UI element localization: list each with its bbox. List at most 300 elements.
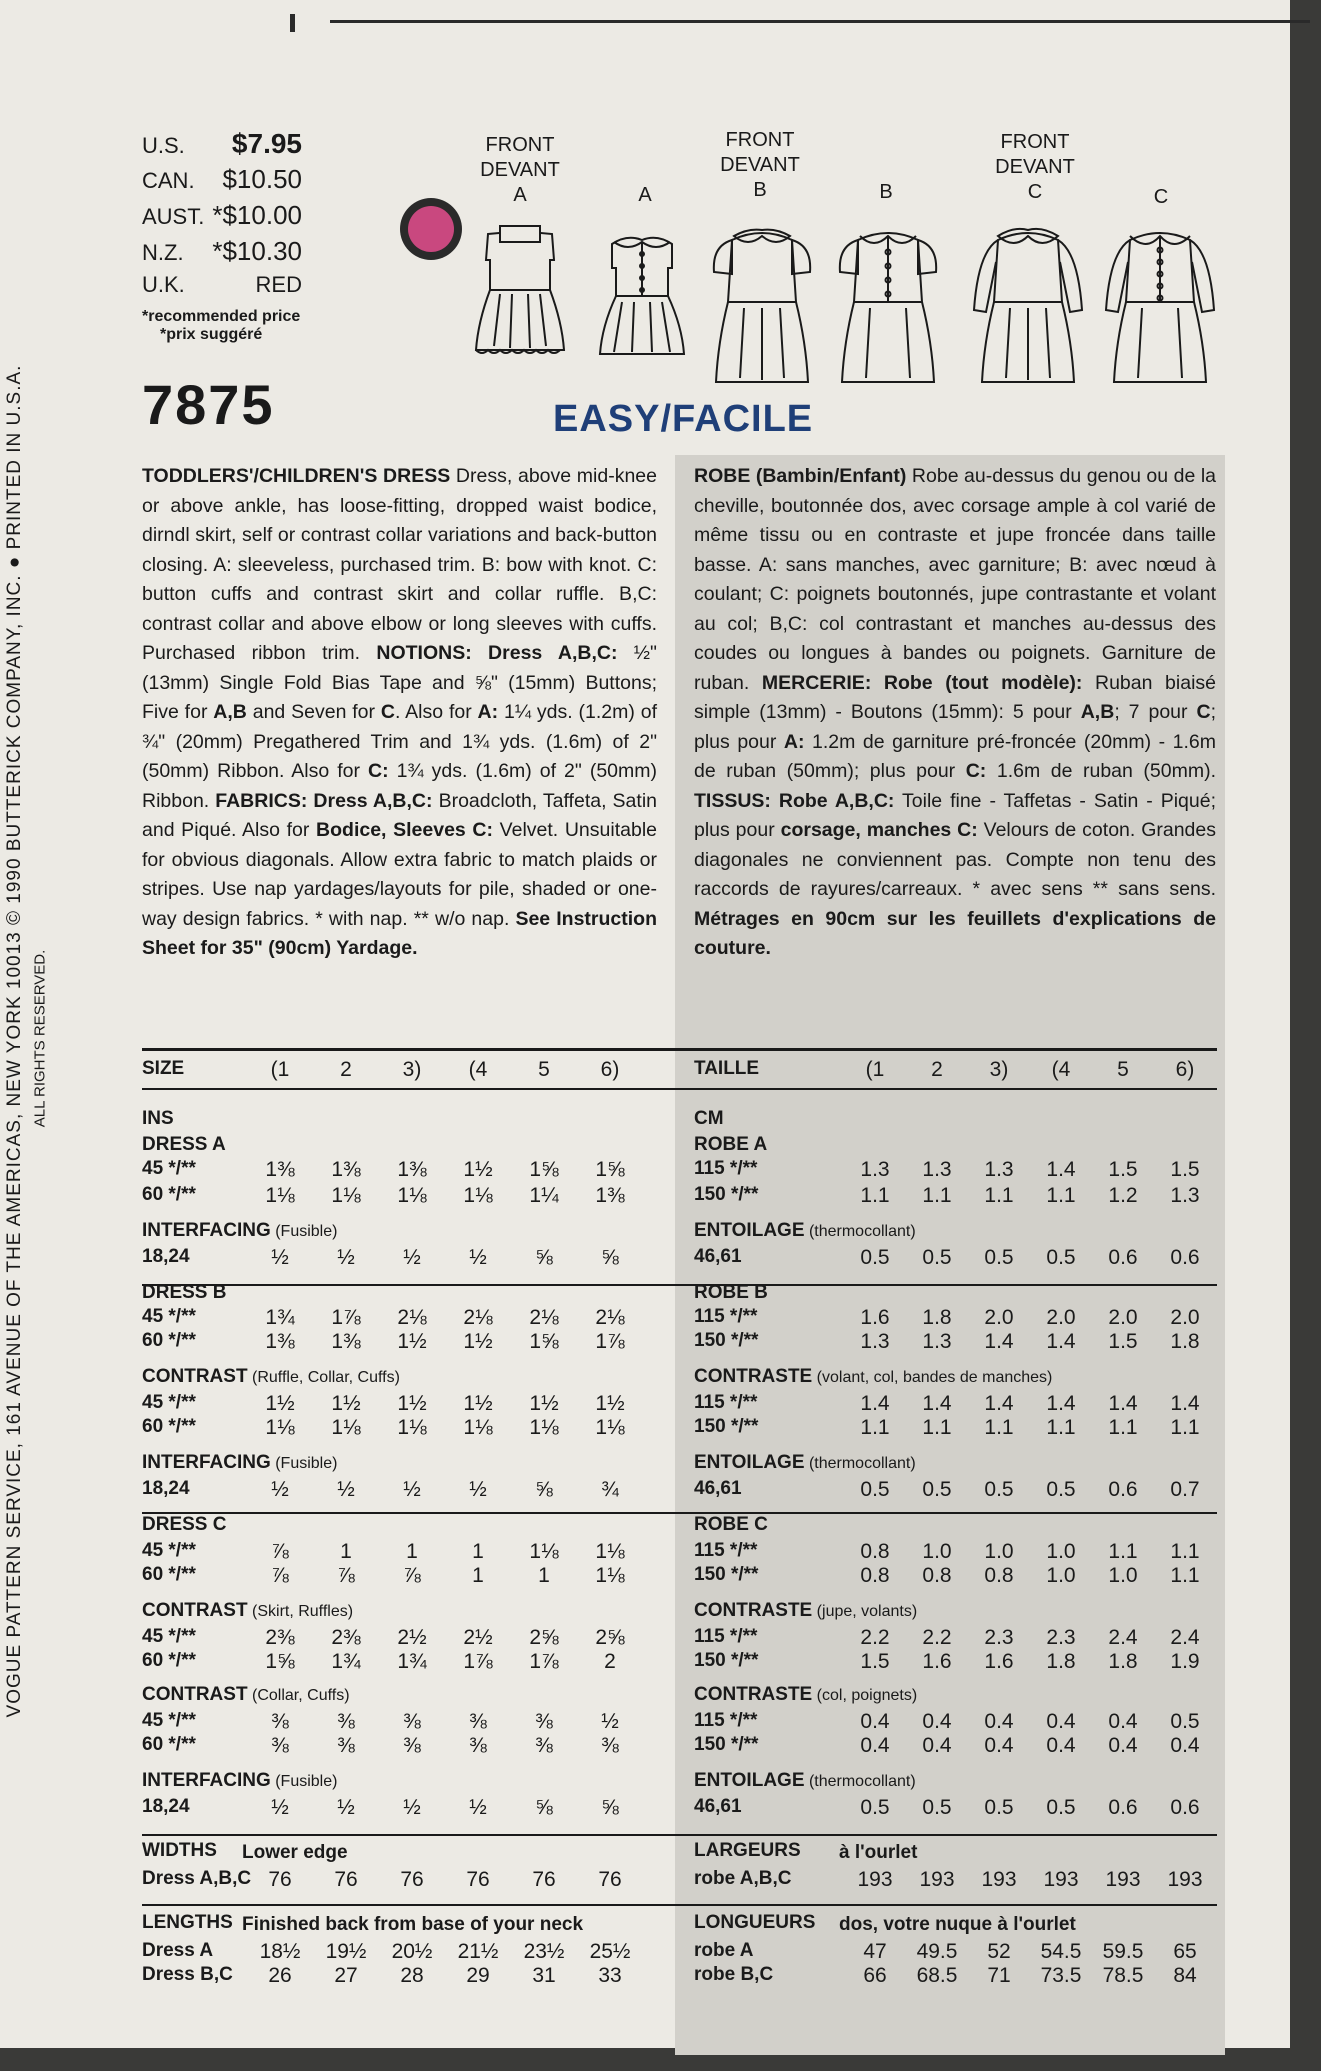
table-cell: 78.5	[1102, 1964, 1144, 1987]
row-label: Dress A	[142, 1940, 214, 1961]
table-cell: 0.6	[1108, 1478, 1138, 1501]
table-cell: 1⅞	[331, 1306, 361, 1329]
table-cell: 1.4	[1170, 1392, 1200, 1415]
table-row	[142, 1734, 662, 1760]
table-cell: ½	[403, 1796, 421, 1819]
row-label: 18,24	[142, 1246, 190, 1267]
row-label: CM	[694, 1108, 724, 1129]
table-cell: (4	[1051, 1058, 1071, 1081]
table-cell: 1.1	[1108, 1416, 1138, 1439]
widths-row	[694, 1868, 1216, 1894]
table-cell: ⅝	[535, 1478, 553, 1501]
table-cell: 0.5	[1046, 1246, 1076, 1269]
table-cell: 1⅛	[397, 1184, 427, 1207]
row-label: 45 */**	[142, 1540, 196, 1561]
table-cell: 33	[598, 1964, 622, 1987]
table-row	[142, 1366, 662, 1392]
row-label: ROBE C	[694, 1514, 768, 1535]
table-cell: 0.5	[860, 1246, 890, 1269]
table-row	[694, 1600, 1216, 1626]
row-label: 150 */**	[694, 1184, 759, 1205]
table-row	[142, 1184, 662, 1210]
row-label: 150 */**	[694, 1330, 759, 1351]
row-label: 45 */**	[142, 1158, 196, 1179]
row-label: CONTRASTE (volant, col, bandes de manches)	[694, 1366, 1053, 1387]
row-label: Dress B,C	[142, 1964, 233, 1985]
table-cell: 47	[863, 1940, 887, 1963]
table-cell: 1.4	[860, 1392, 890, 1415]
widths-row	[142, 1868, 662, 1894]
table-cell: 1⅞	[529, 1650, 559, 1673]
table-row	[694, 1626, 1216, 1652]
table-row	[142, 1306, 662, 1332]
table-cell: 0.6	[1108, 1796, 1138, 1819]
table-cell: ½	[337, 1246, 355, 1269]
table-row	[142, 1710, 662, 1736]
table-row	[142, 1416, 662, 1442]
row-note: (Fusible)	[270, 1773, 338, 1790]
table-cell: 2.0	[1170, 1306, 1200, 1329]
row-label: ENTOILAGE (thermocollant)	[694, 1452, 916, 1473]
table-cell: ⅜	[535, 1734, 553, 1757]
table-cell: 1½	[397, 1330, 427, 1353]
lengths-note: Finished back from base of your neck	[242, 1914, 584, 1935]
row-label: ENTOILAGE (thermocollant)	[694, 1220, 916, 1241]
table-cell: 1.3	[1170, 1184, 1200, 1207]
row-note: (thermocollant)	[804, 1455, 916, 1472]
table-cell: (1	[270, 1058, 290, 1081]
table-cell: 1⅜	[331, 1330, 361, 1353]
table-cell: 1.9	[1170, 1650, 1200, 1673]
table-cell: 76	[532, 1868, 556, 1891]
table-cell: 1.1	[984, 1184, 1014, 1207]
table-row	[694, 1650, 1216, 1676]
table-cell: ⅝	[601, 1246, 619, 1269]
widths-heading	[694, 1840, 1216, 1866]
table-cell: 2	[340, 1058, 352, 1081]
table-cell: ½	[271, 1246, 289, 1269]
table-row	[142, 1246, 662, 1272]
table-header	[694, 1058, 1216, 1084]
table-cell: 1.8	[1108, 1650, 1138, 1673]
dress-c-front-illustration	[968, 222, 1088, 392]
view-label-front-a: FRONT DEVANT A	[480, 134, 560, 206]
table-cell: 76	[268, 1868, 292, 1891]
row-label: robe A,B,C	[694, 1868, 792, 1889]
table-cell: ½	[271, 1478, 289, 1501]
table-cell: 0.5	[1046, 1796, 1076, 1819]
row-label: 60 */**	[142, 1734, 196, 1755]
table-cell: ⅜	[403, 1710, 421, 1733]
row-label: 46,61	[694, 1478, 742, 1499]
row-label: 45 */**	[142, 1392, 196, 1413]
table-cell: 1.0	[922, 1540, 952, 1563]
table-cell: 1⅛	[265, 1184, 295, 1207]
widths-heading	[142, 1840, 662, 1866]
table-cell: 1⅜	[331, 1158, 361, 1181]
table-cell: 2.0	[1046, 1306, 1076, 1329]
table-cell: 1.4	[984, 1330, 1014, 1353]
table-cell: 1½	[595, 1392, 625, 1415]
table-cell: 1¾	[265, 1306, 295, 1329]
table-row	[694, 1770, 1216, 1796]
table-cell: 1.1	[1046, 1416, 1076, 1439]
table-row	[142, 1514, 662, 1540]
row-label: 150 */**	[694, 1416, 759, 1437]
row-label: 46,61	[694, 1796, 742, 1817]
table-cell: 193	[1043, 1868, 1079, 1891]
table-cell: 1⅞	[463, 1650, 493, 1673]
row-note: (thermocollant)	[804, 1773, 916, 1790]
table-cell: 1.4	[1046, 1158, 1076, 1181]
table-cell: 1.1	[860, 1416, 890, 1439]
table-cell: 193	[857, 1868, 893, 1891]
table-cell: 1.1	[1170, 1540, 1200, 1563]
table-cell: 1⅝	[595, 1158, 625, 1181]
row-label: CONTRASTE (jupe, volants)	[694, 1600, 918, 1621]
table-row	[694, 1184, 1216, 1210]
lengths-note: dos, votre nuque à l'ourlet	[839, 1914, 1076, 1935]
row-label: 150 */**	[694, 1734, 759, 1755]
table-cell: 1¾	[397, 1650, 427, 1673]
row-note: (Fusible)	[270, 1223, 338, 1240]
view-label-front-b: FRONT DEVANT B	[720, 129, 800, 201]
table-cell: 1½	[463, 1158, 493, 1181]
table-cell: 2⅛	[529, 1306, 559, 1329]
widths-note: Lower edge	[242, 1842, 348, 1863]
table-cell: 1⅜	[265, 1330, 295, 1353]
table-cell: 2.2	[922, 1626, 952, 1649]
table-cell: 0.4	[1108, 1710, 1138, 1733]
table-cell: 5	[538, 1058, 550, 1081]
table-cell: ⅜	[271, 1710, 289, 1733]
table-cell: 193	[1167, 1868, 1203, 1891]
table-cell: 1.0	[1046, 1540, 1076, 1563]
view-label-back-a: A	[638, 184, 652, 206]
table-cell: 1⅜	[265, 1158, 295, 1181]
table-row	[694, 1514, 1216, 1540]
table-cell: 2½	[397, 1626, 427, 1649]
table-cell: 2	[604, 1650, 616, 1673]
row-note: (volant, col, bandes de manches)	[812, 1369, 1053, 1386]
table-cell: 18½	[259, 1940, 301, 1963]
row-label: CONTRAST (Ruffle, Collar, Cuffs)	[142, 1366, 400, 1387]
table-cell: 1.1	[922, 1416, 952, 1439]
table-cell: 1.4	[922, 1392, 952, 1415]
table-cell: 0.4	[1046, 1734, 1076, 1757]
table-cell: 1⅜	[595, 1184, 625, 1207]
table-cell: 1.3	[922, 1330, 952, 1353]
table-cell: ½	[337, 1478, 355, 1501]
copyright-side-text: VOGUE PATTERN SERVICE, 161 AVENUE OF THE AMERICAS, NEW YORK 10013 © 1990 BUTTERICK COMPANY, INC. ● PRINTED IN U.S.A.	[4, 364, 25, 1718]
table-cell: 2⅝	[529, 1626, 559, 1649]
table-cell: ⅞	[337, 1564, 355, 1587]
table-row	[694, 1478, 1216, 1504]
price-row-aust: AUST. *$10.00	[142, 200, 302, 230]
table-cell: 1⅛	[595, 1564, 625, 1587]
table-row	[694, 1306, 1216, 1332]
table-cell: 0.5	[922, 1246, 952, 1269]
table-cell: 0.5	[1170, 1710, 1200, 1733]
table-cell: 1.8	[1170, 1330, 1200, 1353]
table-cell: 1.1	[860, 1184, 890, 1207]
table-cell: 49.5	[916, 1940, 958, 1963]
table-cell: 2.3	[984, 1626, 1014, 1649]
table-cell: 68.5	[916, 1964, 958, 1987]
table-cell: 1.2	[1108, 1184, 1138, 1207]
table-row	[142, 1452, 662, 1478]
table-cell: (1	[865, 1058, 885, 1081]
row-label: ENTOILAGE (thermocollant)	[694, 1770, 916, 1791]
row-label: 18,24	[142, 1796, 190, 1817]
table-cell: 1⅛	[595, 1540, 625, 1563]
table-cell: 1⅛	[463, 1184, 493, 1207]
table-row	[142, 1392, 662, 1418]
row-label: 150 */**	[694, 1564, 759, 1585]
price-note-fr: *prix suggéré	[160, 326, 263, 343]
table-cell: 27	[334, 1964, 358, 1987]
table-cell: 76	[334, 1868, 358, 1891]
table-cell: ⅜	[535, 1710, 553, 1733]
tear-mark	[290, 14, 295, 32]
row-label: INS	[142, 1108, 174, 1129]
table-cell: 1.6	[922, 1650, 952, 1673]
table-cell: 193	[919, 1868, 955, 1891]
row-label: LARGEURS	[694, 1840, 801, 1861]
row-note: (jupe, volants)	[812, 1603, 918, 1620]
table-cell: 0.5	[984, 1478, 1014, 1501]
table-row	[694, 1796, 1216, 1822]
table-cell: ⅝	[535, 1796, 553, 1819]
table-row	[694, 1734, 1216, 1760]
table-cell: 193	[981, 1868, 1017, 1891]
table-cell: 1.3	[984, 1158, 1014, 1181]
table-cell: ⅞	[271, 1540, 289, 1563]
dress-b-back-illustration	[830, 222, 946, 392]
table-cell: 20½	[391, 1940, 433, 1963]
row-note: (Ruffle, Collar, Cuffs)	[247, 1369, 400, 1386]
table-cell: 2.0	[1108, 1306, 1138, 1329]
table-cell: ½	[337, 1796, 355, 1819]
row-label: INTERFACING (Fusible)	[142, 1452, 338, 1473]
row-label: TAILLE	[694, 1058, 760, 1079]
table-row	[142, 1770, 662, 1796]
table-cell: 2.2	[860, 1626, 890, 1649]
lengths-row	[694, 1964, 1216, 1990]
table-cell: 1.5	[1108, 1158, 1138, 1181]
table-cell: 76	[400, 1868, 424, 1891]
table-row	[142, 1158, 662, 1184]
table-row	[694, 1416, 1216, 1442]
price-list	[142, 128, 302, 344]
table-row	[142, 1600, 662, 1626]
table-cell: 1⅛	[331, 1184, 361, 1207]
table-cell: 0.5	[984, 1246, 1014, 1269]
table-cell: 1.1	[1170, 1416, 1200, 1439]
table-cell: 0.5	[860, 1796, 890, 1819]
table-cell: ⅜	[469, 1710, 487, 1733]
price-row-uk: U.K. RED	[142, 272, 302, 297]
row-label: 60 */**	[142, 1416, 196, 1437]
table-cell: 84	[1173, 1964, 1197, 1987]
table-row	[694, 1540, 1216, 1566]
color-dot	[400, 198, 462, 260]
table-cell: 1.5	[1170, 1158, 1200, 1181]
table-cell: 1⅛	[397, 1416, 427, 1439]
table-row	[694, 1108, 1216, 1134]
lengths-row	[694, 1940, 1216, 1966]
table-cell: 1⅛	[529, 1540, 559, 1563]
table-row	[694, 1134, 1216, 1160]
table-cell: 76	[466, 1868, 490, 1891]
table-cell: ⅜	[271, 1734, 289, 1757]
rights-side-text: ALL RIGHTS RESERVED.	[31, 949, 49, 1128]
table-top-rule	[142, 1048, 1217, 1051]
table-cell: 1	[472, 1564, 484, 1587]
table-cell: 0.6	[1108, 1246, 1138, 1269]
table-row	[142, 1626, 662, 1652]
table-cell: 0.4	[922, 1734, 952, 1757]
view-label-back-c: C	[1153, 186, 1169, 208]
table-row	[694, 1366, 1216, 1392]
row-label: 45 */**	[142, 1710, 196, 1731]
table-cell: 28	[400, 1964, 424, 1987]
dress-a-back-illustration	[592, 230, 692, 362]
table-cell: 1⅞	[595, 1330, 625, 1353]
row-label: CONTRASTE (col, poignets)	[694, 1684, 918, 1705]
table-cell: 1⅝	[529, 1158, 559, 1181]
row-label: 150 */**	[694, 1650, 759, 1671]
row-label: 115 */**	[694, 1306, 758, 1327]
table-cell: 1.3	[860, 1330, 890, 1353]
table-cell: 71	[987, 1964, 1011, 1987]
table-row	[142, 1684, 662, 1710]
table-cell: 193	[1105, 1868, 1141, 1891]
rule-c-widths	[142, 1834, 1217, 1836]
row-label: INTERFACING (Fusible)	[142, 1220, 338, 1241]
table-cell: 2⅛	[595, 1306, 625, 1329]
row-label: 115 */**	[694, 1540, 758, 1561]
table-cell: 0.6	[1170, 1246, 1200, 1269]
lengths-row	[142, 1940, 662, 1966]
table-cell: 0.8	[984, 1564, 1014, 1587]
table-cell: 54.5	[1040, 1940, 1082, 1963]
table-cell: 5	[1117, 1058, 1129, 1081]
table-cell: 0.8	[860, 1540, 890, 1563]
row-label: INTERFACING (Fusible)	[142, 1770, 338, 1791]
table-cell: 66	[863, 1964, 887, 1987]
row-label: LONGUEURS	[694, 1912, 816, 1933]
table-cell: 1½	[397, 1392, 427, 1415]
table-cell: ⅜	[337, 1710, 355, 1733]
table-cell: 1.3	[922, 1158, 952, 1181]
table-cell: 21½	[457, 1940, 499, 1963]
table-cell: 1.4	[1046, 1330, 1076, 1353]
table-cell: ⅝	[601, 1796, 619, 1819]
row-label: 115 */**	[694, 1158, 758, 1179]
row-label: ROBE B	[694, 1282, 768, 1303]
description-french: ROBE (Bambin/Enfant) Robe au-dessus du genou ou de la cheville, boutonnée dos, avec corsage ample à col varié de même tissu ou en contraste et jupe froncée dans taille basse. A: sans manches, avec garniture; B: avec nœud à coulant; C: poignets boutonnés, jupe contrastante et volant au col; B,C: col contrastant et manches au-dessus des coudes ou longues à bandes ou poignets. Garniture de ruban. MERCERIE: Robe (tout modèle): Ruban biaisé simple (13mm) - Boutons (15mm): 5 pour A,B; 7 pour C; plus pour A: 1.2m de garniture pré-froncée (20mm) - 1.6m de ruban (50mm); plus pour C: 1.6m de ruban (50mm). TISSUS: Robe A,B,C: Toile fine - Taffetas - Satin - Piqué; plus pour corsage, manches C: Velours de coton. Grandes diagonales ne conviennent pas. Compte non tenu des raccords de rayures/carreaux. * avec sens ** sans sens. Métrages en 90cm sur les feuillets d'explications de couture.	[694, 465, 1217, 959]
table-cell: 0.5	[860, 1478, 890, 1501]
table-cell: 1⅜	[397, 1158, 427, 1181]
table-cell: 76	[598, 1868, 622, 1891]
table-cell: ⅜	[403, 1734, 421, 1757]
table-row	[142, 1540, 662, 1566]
row-note: (col, poignets)	[812, 1687, 918, 1704]
table-cell: 2⅝	[595, 1626, 625, 1649]
table-cell: ⅜	[601, 1734, 619, 1757]
row-label: LENGTHS	[142, 1912, 233, 1933]
table-row	[142, 1330, 662, 1356]
table-cell: 6)	[600, 1058, 620, 1081]
header-rule	[142, 1088, 1217, 1090]
table-row	[142, 1478, 662, 1504]
table-cell: 1⅝	[529, 1330, 559, 1353]
table-cell: 0.4	[860, 1734, 890, 1757]
table-cell: 2.0	[984, 1306, 1014, 1329]
table-cell: 0.4	[1170, 1734, 1200, 1757]
row-label: 60 */**	[142, 1330, 196, 1351]
table-cell: 0.5	[984, 1796, 1014, 1819]
row-label: 60 */**	[142, 1564, 196, 1585]
row-label: Dress A,B,C	[142, 1868, 252, 1889]
table-row	[694, 1684, 1216, 1710]
table-cell: ½	[403, 1246, 421, 1269]
row-label: 18,24	[142, 1478, 190, 1499]
table-cell: 3)	[402, 1058, 422, 1081]
table-row	[142, 1796, 662, 1822]
table-cell: ¾	[601, 1478, 619, 1501]
table-cell: ½	[271, 1796, 289, 1819]
table-cell: 52	[987, 1940, 1011, 1963]
row-label: 46,61	[694, 1246, 742, 1267]
table-cell: 1⅛	[265, 1416, 295, 1439]
row-label: DRESS C	[142, 1514, 227, 1535]
table-cell: 1⅛	[529, 1416, 559, 1439]
table-cell: 1½	[463, 1330, 493, 1353]
table-cell: ⅞	[271, 1564, 289, 1587]
table-cell: 2⅜	[331, 1626, 361, 1649]
table-cell: 0.8	[922, 1564, 952, 1587]
row-label: CONTRAST (Collar, Cuffs)	[142, 1684, 350, 1705]
row-note: (Skirt, Ruffles)	[247, 1603, 354, 1620]
table-cell: 1⅛	[463, 1416, 493, 1439]
table-cell: 1.0	[984, 1540, 1014, 1563]
table-cell: 0.5	[922, 1478, 952, 1501]
row-label: 115 */**	[694, 1392, 758, 1413]
dress-a-front-illustration	[470, 222, 570, 362]
table-row	[142, 1108, 662, 1134]
table-cell: 59.5	[1102, 1940, 1144, 1963]
table-cell: 2⅛	[397, 1306, 427, 1329]
table-cell: 1.6	[860, 1306, 890, 1329]
row-label: ROBE A	[694, 1134, 768, 1155]
table-cell: 1.8	[1046, 1650, 1076, 1673]
table-cell: 0.5	[922, 1796, 952, 1819]
dress-c-back-illustration	[1100, 222, 1220, 392]
table-cell: 1.4	[1046, 1392, 1076, 1415]
table-cell: 2.4	[1108, 1626, 1138, 1649]
table-cell: ½	[403, 1478, 421, 1501]
table-cell: 2⅛	[463, 1306, 493, 1329]
table-cell: 0.4	[984, 1734, 1014, 1757]
row-label: robe B,C	[694, 1964, 774, 1985]
table-cell: 1⅝	[265, 1650, 295, 1673]
table-cell: (4	[468, 1058, 488, 1081]
table-row	[142, 1282, 662, 1308]
table-row	[142, 1220, 662, 1246]
row-label: 45 */**	[142, 1626, 196, 1647]
